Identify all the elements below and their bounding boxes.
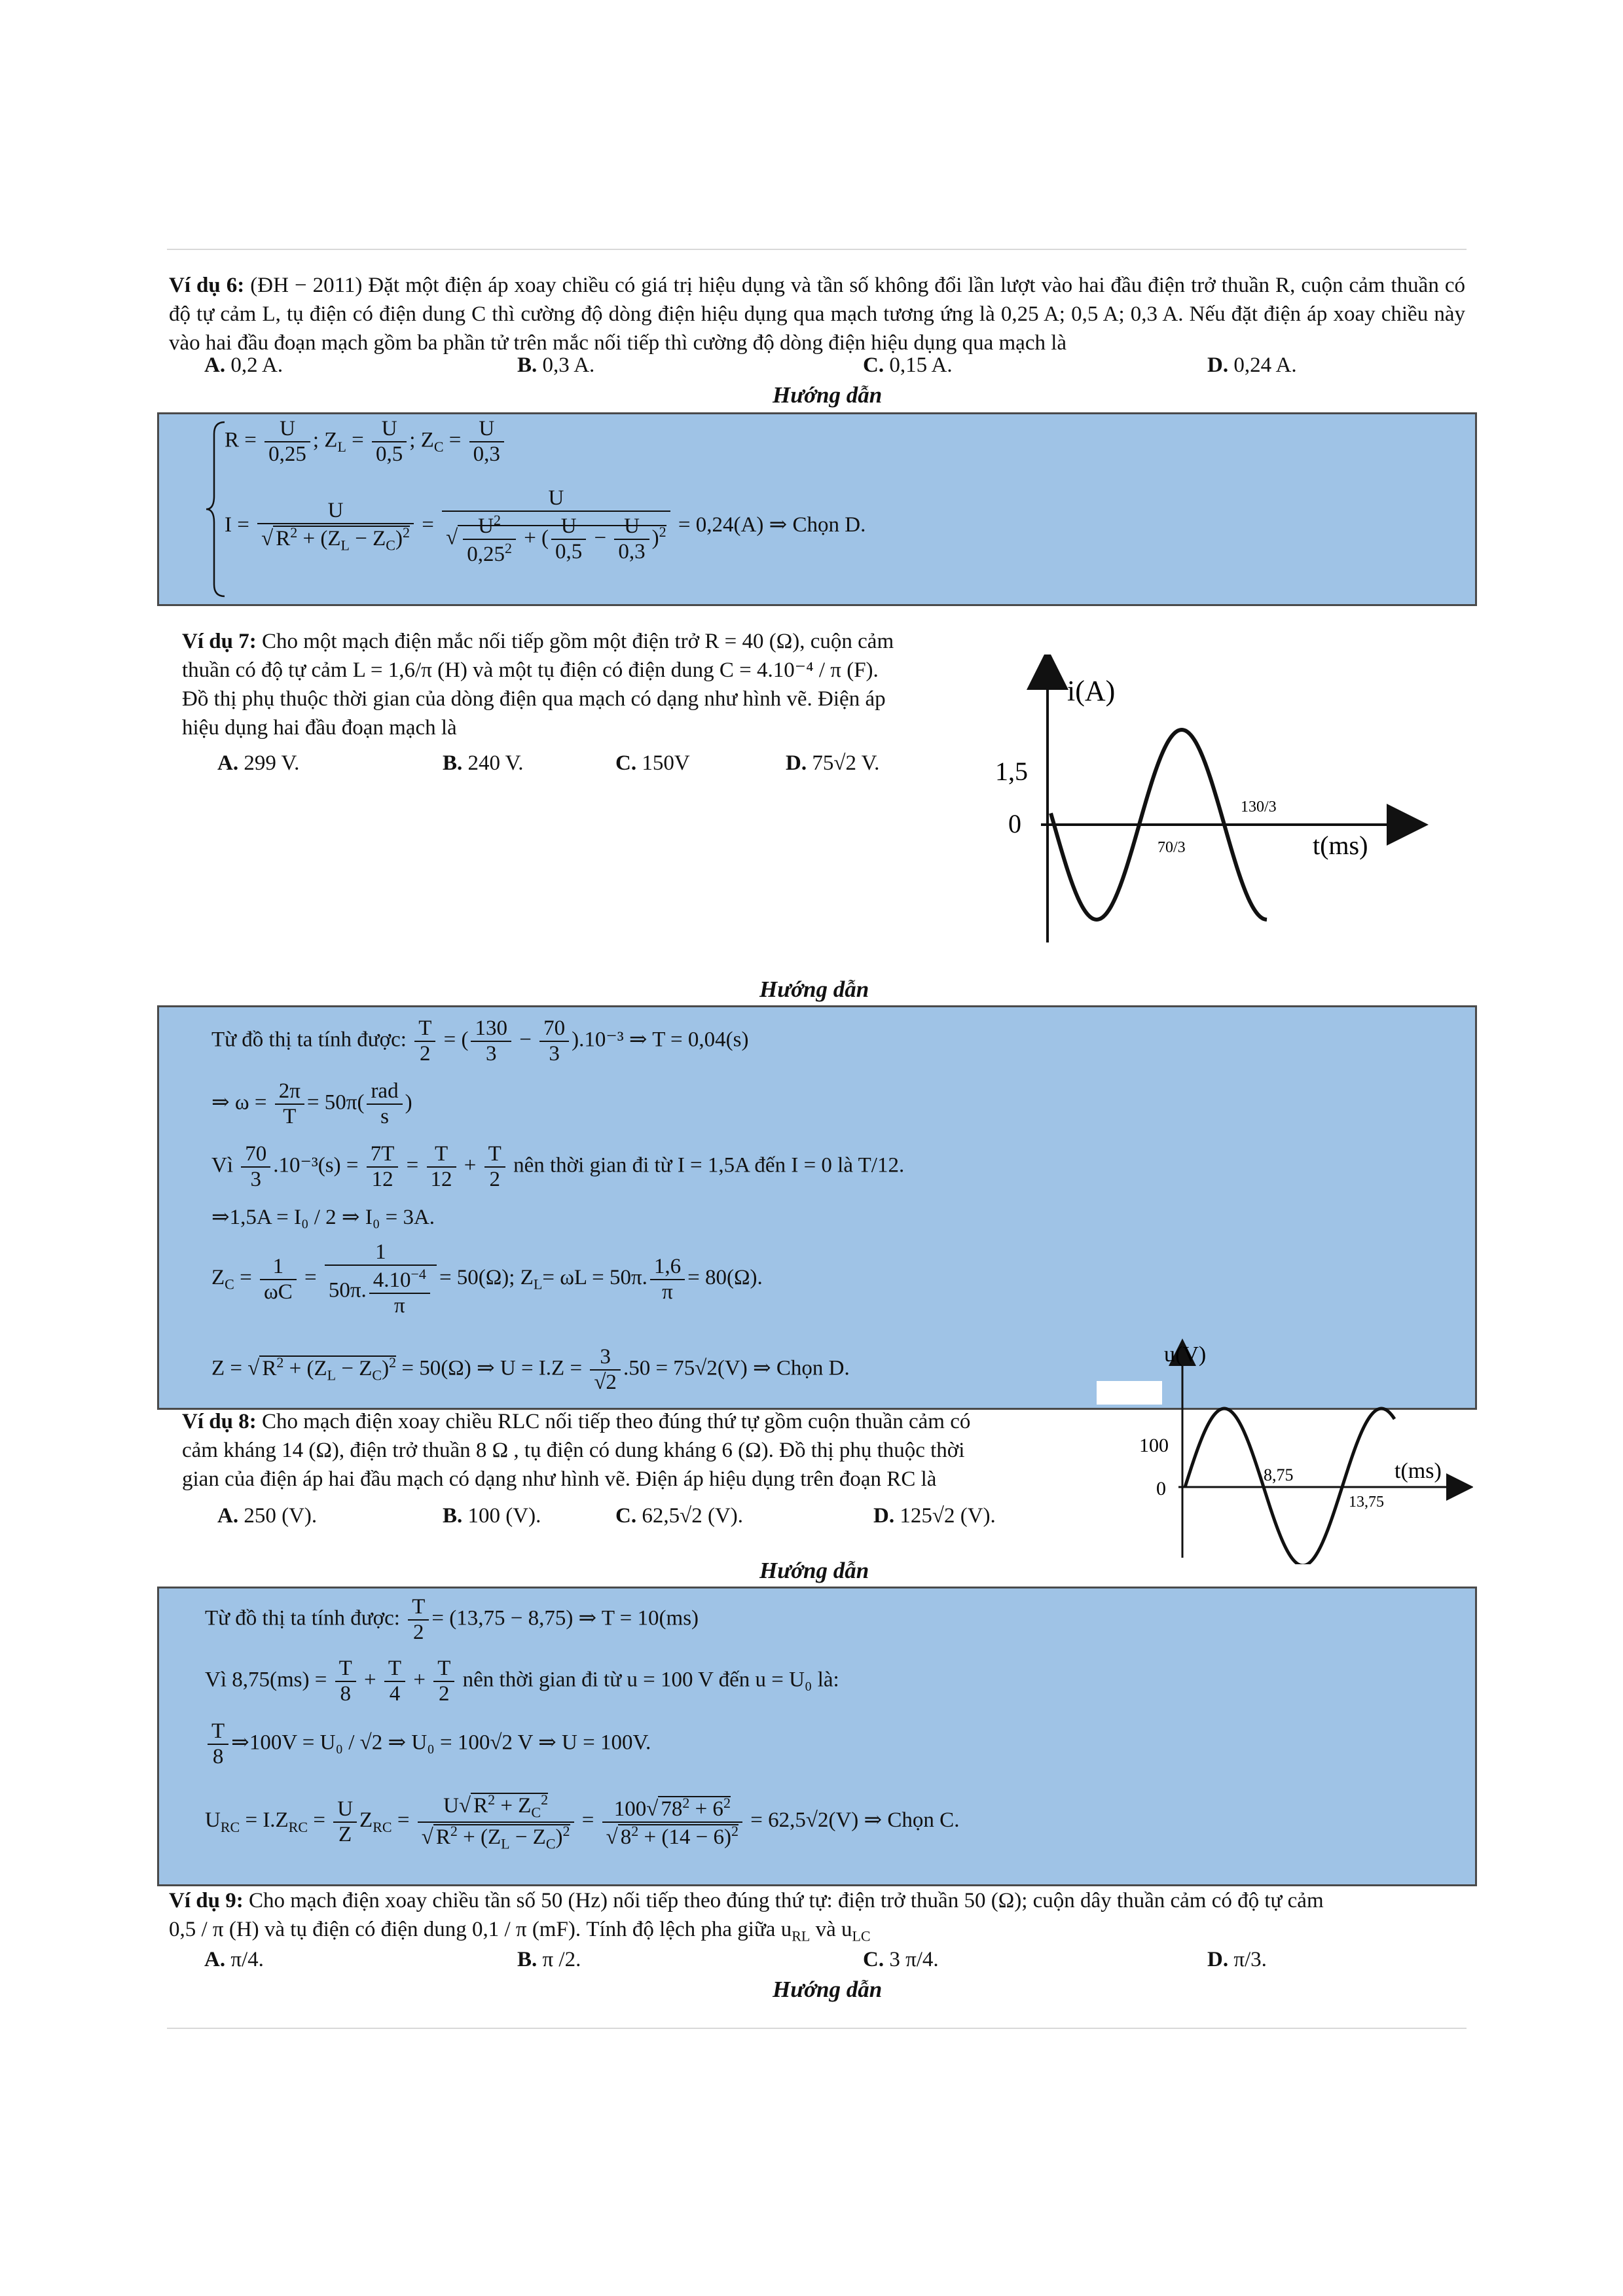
vd8-line3: gian của điện áp hai đầu mạch có dạng như hình vẽ. Điện áp hiệu dụng trên đoạn RC là (182, 1467, 937, 1491)
vd6-question (169, 271, 1465, 357)
vd8-y-tick: 100 (1139, 1435, 1169, 1456)
vd7-t2-label: 130/3 (1241, 798, 1277, 816)
vd8-t1-label: 8,75 (1264, 1465, 1294, 1484)
vd9-option-d: D. π/3. (1207, 1948, 1267, 1971)
vd6-solution-box (157, 412, 1477, 606)
vd7-t1-label: 70/3 (1158, 839, 1186, 856)
vd8-option-c: C. 62,5√2 (V). (615, 1504, 744, 1528)
vd7-sol-line1: Từ đồ thị ta tính được: $\frac{T}{2}$ = ( $\frac{130}{3}$ − $\frac{70}{3}$ ).10⁻³ ⇒ T = 0,04(s) (211, 1016, 749, 1066)
vd8-origin: 0 (1156, 1478, 1166, 1499)
vd9-guide-heading: Hướng dẫn (773, 1977, 883, 2002)
vd7-guide-heading: Hướng dẫn (759, 977, 869, 1002)
top-rule (167, 249, 1467, 250)
vd8-sol-line3: $\frac{T}{8}$ ⇒100V = U₀ / √2 ⇒ U₀ = 100√2 V ⇒ U = 100V. (205, 1719, 651, 1769)
vd7-option-a: A. 299 V. (217, 751, 300, 775)
vd6-sol-line1: R = $\frac{U}{0,25}$ ; $Z_L$ = $\frac{U}{0,5}$ ; $Z_C$ = $\frac{U}{0,3}$ (225, 417, 507, 467)
vd9-option-b: B. π /2. (517, 1948, 581, 1971)
vd7-line2: thuần có độ tự cảm L = 1,6/π (H) và một tụ điện có điện dung C = 4.10⁻⁴ / π (F). (182, 658, 879, 682)
vd8-sol-line1: Từ đồ thị ta tính được: $\frac{T}{2}$ = (13,75 − 8,75) ⇒ T = 10(ms) (205, 1595, 699, 1644)
bottom-rule (167, 2028, 1467, 2029)
vd7-sol-line3: Vì $\frac{70}{3}$ .10⁻³(s) = $\frac{7T}{12}$ = $\frac{T}{12}$ + $\frac{T}{2}$ nên thời gian đi từ I = 1,5A đến I = 0 là T/12. (211, 1142, 905, 1191)
vd7-y-label: i(A) (1067, 675, 1116, 707)
vd8-y-label: u(V) (1164, 1342, 1207, 1367)
vd8-option-d: D. 125√2 (V). (873, 1504, 996, 1528)
vd8-voltage-graph (1133, 1335, 1473, 1564)
vd6-option-c: C. 0,15 A. (863, 353, 953, 377)
vd7-line3: Đồ thị phụ thuộc thời gian của dòng điện qua mạch có dạng như hình vẽ. Điện áp (182, 687, 886, 711)
vd6-label: Ví dụ 6: (169, 274, 245, 297)
vd9-line1: Ví dụ 9: Cho mạch điện xoay chiều tần số 50 (Hz) nối tiếp theo đúng thứ tự: điện trở thuần 50 (Ω); cuộn dây thuần cảm có độ tự cảm (169, 1889, 1324, 1912)
vd7-option-c: C. 150V (615, 751, 690, 775)
vd8-x-label: t(ms) (1395, 1459, 1442, 1483)
vd8-t2-label: 13,75 (1349, 1494, 1384, 1511)
vd8-sol-line2: Vì 8,75(ms) = $\frac{T}{8}$ + $\frac{T}{4}$ + $\frac{T}{2}$ nên thời gian đi từ u = 100 V đến u = U₀ là: (205, 1657, 839, 1706)
vd7-sol-line4: ⇒1,5A = I₀ / 2 ⇒ I₀ = 3A. (211, 1206, 435, 1229)
vd7-line1: Ví dụ 7: Cho một mạch điện mắc nối tiếp gồm một điện trở R = 40 (Ω), cuộn cảm (182, 630, 894, 653)
vd8-line1: Ví dụ 8: Cho mạch điện xoay chiều RLC nối tiếp theo đúng thứ tự gồm cuộn thuần cảm có (182, 1410, 971, 1433)
vd8-guide-heading: Hướng dẫn (759, 1558, 869, 1583)
vd8-option-b: B. 100 (V). (443, 1504, 541, 1528)
vd9-option-c: C. 3 π/4. (863, 1948, 939, 1971)
vd6-option-a: A. 0,2 A. (204, 353, 283, 377)
vd7-sol-line5: $Z_C$ = $\frac{1}{\omega C}$ = 1 50π. $\frac{4.10^{-4}}{\pi}$ = 50(Ω); $Z_L= \omega L = 50\pi$. $\frac{1,6}{\pi}$ = 80(Ω). (211, 1240, 763, 1318)
vd7-sol-line6: Z = √ $R^2 + (Z_L - Z_C)^2 = 50(\Omega)$ ⇒ U = I.Z = $\frac{3}{√2}$ .50 = 75√2(V) ⇒ Chọn D. (211, 1345, 850, 1394)
vd7-option-b: B. 240 V. (443, 751, 524, 775)
vd6-option-d: D. 0,24 A. (1207, 353, 1297, 377)
vd6-option-b: B. 0,3 A. (517, 353, 595, 377)
vd9-option-a: A. π/4. (204, 1948, 264, 1971)
vd7-current-graph (976, 655, 1434, 956)
vd8-line2: cảm kháng 14 (Ω), điện trở thuần 8 Ω , tụ điện có dung kháng 6 (Ω). Đồ thị phụ thuộc thời (182, 1439, 965, 1462)
vd8-solution-box (157, 1587, 1477, 1886)
vd7-option-d: D. 75√2 V. (786, 751, 880, 775)
vd7-sol-line2: ⇒ ω = $\frac{2\pi}{T}$ = 50π( $\frac{\text{rad}}{s}$ ) (211, 1079, 412, 1128)
vd6-sol-line2: I = $\frac{U}{√ R^2 + (Z_L - Z_C)^2}$ = U √ $\frac{U^2}{0,25^2}$ + ( $\frac{U}{0,5}$ − $\frac{U}{0,3}$ )$^2$ = 0,24(A) ⇒ Chọn D. (225, 486, 866, 566)
vd7-x-label: t(ms) (1313, 831, 1368, 860)
vd7-origin: 0 (1008, 809, 1021, 838)
vd9-line2: 0,5 / π (H) và tụ điện có điện dung 0,1 / π (mF). Tính độ lệch pha giữa $u_{RL}$ và $u_{LC}$ (169, 1918, 871, 1945)
vd7-line4: hiệu dụng hai đầu đoạn mạch là (182, 716, 457, 740)
vd8-sol-line4: $U_{RC} = I.Z_{RC}$ = $\frac{U}{Z}$ $Z_{RC}$ = $\frac{U√ R^2 + Z_C^2}{√ R^2 + (Z_L - Z_C)^2}$ = $\frac{100√ 78^2 + 6^2}{√ 8^2 + (14 - 6)^2}$ = 62,5√2(V) ⇒ Chọn C. (205, 1791, 960, 1852)
vd7-y-tick: 1,5 (995, 757, 1028, 786)
vd6-text: (ĐH − 2011) Đặt một điện áp xoay chiều có giá trị hiệu dụng và tần số không đổi lần lượt vào hai đầu điện trở thuần R, cuộn cảm thuần có độ tự cảm L, tụ điện có điện dung C thì cường độ dòng điện hiệu dụng qua mạch tương ứng là 0,25 A; 0,5 A; 0,3 A. Nếu đặt điện áp xoay chiều này vào hai đầu đoạn mạch gồm ba phần tử trên mắc nối tiếp thì cường độ dòng điện hiệu dụng qua mạch là (169, 274, 1465, 355)
vd8-option-a: A. 250 (V). (217, 1504, 318, 1528)
vd6-guide-heading: Hướng dẫn (773, 382, 883, 408)
